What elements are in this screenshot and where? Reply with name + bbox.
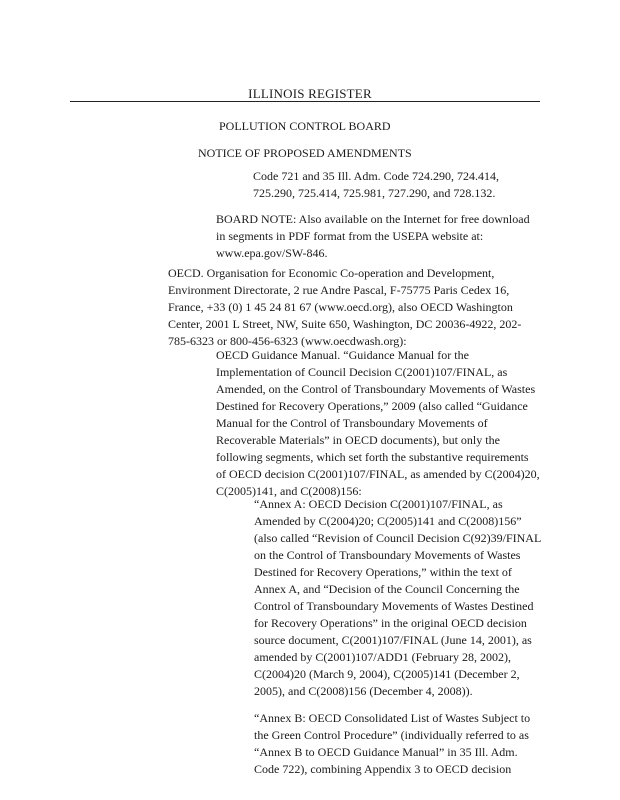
annex-a-entry (254, 496, 541, 700)
guidance-line: Implementation of Council Decision C(2001)107/FINAL, as (216, 365, 508, 379)
annex-b-entry (254, 710, 530, 778)
header-divider (70, 101, 540, 102)
guidance-line: OECD Guidance Manual. “Guidance Manual for the (216, 348, 469, 362)
notice-heading: NOTICE OF PROPOSED AMENDMENTS (198, 146, 412, 160)
annex-b-line: “Annex B to OECD Guidance Manual” in 35 Ill. Adm. (254, 745, 518, 759)
guidance-line: Destined for Recovery Operations,” 2009 (also called “Guidance (216, 399, 528, 413)
board-note-line: www.epa.gov/SW-846. (216, 246, 328, 260)
annex-a-line: Amended by C(2004)20; C(2005)141 and C(2008)156” (254, 514, 522, 528)
oecd-line: Environment Directorate, 2 rue Andre Pascal, F-75775 Paris Cedex 16, (168, 283, 510, 297)
annex-b-line: the Green Control Procedure” (individually referred to as (254, 728, 529, 742)
oecd-line: OECD. Organisation for Economic Co-operation and Development, (168, 266, 495, 280)
guidance-line: C(2005)141, and C(2008)156: (216, 484, 362, 498)
annex-a-line: source document, C(2001)107/FINAL (June 14, 2001), as (254, 633, 532, 647)
code-line: Code 721 and 35 Ill. Adm. Code 724.290, 724.414, (253, 169, 499, 183)
oecd-entry (168, 265, 521, 350)
register-header-title: ILLINOIS REGISTER (248, 86, 372, 101)
annex-b-line: “Annex B: OECD Consolidated List of Wastes Subject to (254, 711, 531, 725)
annex-b-line: Code 722), combining Appendix 3 to OECD decision (254, 762, 512, 776)
guidance-line: of OECD decision C(2001)107/FINAL, as amended by C(2004)20, (216, 467, 540, 481)
annex-a-line: Destined for Recovery Operations,” within the text of (254, 565, 512, 579)
guidance-line: Manual for the Control of Transboundary Movements of (216, 416, 488, 430)
board-note (216, 211, 530, 262)
annex-a-line: Annex A, and “Decision of the Council Concerning the (254, 582, 520, 596)
annex-a-line: amended by C(2001)107/ADD1 (February 28, 2002), (254, 650, 511, 664)
oecd-line: France, +33 (0) 1 45 24 81 67 (www.oecd.org), also OECD Washington (168, 300, 513, 314)
annex-a-line: “Annex A: OECD Decision C(2001)107/FINAL, as (254, 497, 503, 511)
annex-a-line: for Recovery Operations” in the original OECD decision (254, 616, 527, 630)
annex-a-line: (also called “Revision of Council Decision C(92)39/FINAL (254, 531, 542, 545)
annex-a-line: 2005), and C(2008)156 (December 4, 2008)). (254, 684, 473, 698)
board-note-line: BOARD NOTE: Also available on the Internet for free download (216, 212, 530, 226)
guidance-manual-entry (216, 347, 540, 500)
annex-a-line: Control of Transboundary Movements of Wastes Destined (254, 599, 534, 613)
annex-a-line: on the Control of Transboundary Movements of Wastes (254, 548, 521, 562)
oecd-line: Center, 2001 L Street, NW, Suite 650, Washington, DC 20036-4922, 202- (168, 317, 522, 331)
guidance-line: Recoverable Materials” in OECD documents), but only the (216, 433, 500, 447)
code-continuation (253, 168, 499, 202)
agency-heading: POLLUTION CONTROL BOARD (219, 119, 391, 133)
guidance-line: following segments, which set forth the substantive requirements (216, 450, 529, 464)
board-note-line: in segments in PDF format from the USEPA website at: (216, 229, 484, 243)
code-line: 725.290, 725.414, 725.981, 727.290, and 728.132. (253, 186, 496, 200)
oecd-line: 785-6323 or 800-456-6323 (www.oecdwash.org): (168, 334, 407, 348)
guidance-line: Amended, on the Control of Transboundary Movements of Wastes (216, 382, 536, 396)
annex-a-line: C(2004)20 (March 9, 2004), C(2005)141 (December 2, (254, 667, 520, 681)
